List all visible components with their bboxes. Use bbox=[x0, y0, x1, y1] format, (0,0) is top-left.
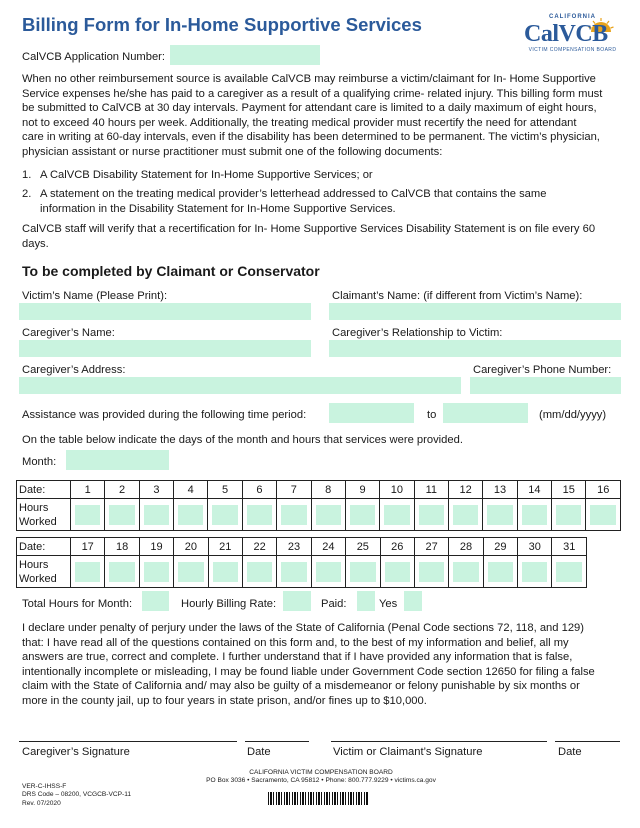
list-item-text: information in the Disability Statement for In-Home Supportive Services. bbox=[40, 203, 396, 215]
date-label: Date: bbox=[17, 481, 71, 499]
form-code bbox=[22, 783, 131, 808]
hours-row bbox=[17, 556, 587, 588]
month-field[interactable] bbox=[66, 450, 169, 470]
hours-input[interactable] bbox=[75, 562, 100, 582]
hours-input[interactable] bbox=[590, 505, 616, 525]
day-header: 23 bbox=[277, 538, 311, 556]
hours-input[interactable] bbox=[384, 505, 409, 525]
hours-input[interactable] bbox=[281, 505, 306, 525]
day-header: 11 bbox=[414, 481, 448, 499]
hours-input[interactable] bbox=[556, 562, 582, 582]
day-header: 7 bbox=[277, 481, 311, 499]
drs-code-text: DRS Code – 08200, VCGCB-VCP-11 bbox=[22, 791, 132, 799]
day-header: 15 bbox=[552, 481, 586, 499]
hours-cell bbox=[242, 499, 276, 531]
app-number-field[interactable] bbox=[170, 45, 320, 65]
yes-label: Yes bbox=[379, 598, 398, 610]
hours-table-days-17-31 bbox=[16, 537, 587, 588]
hours-input[interactable] bbox=[453, 562, 478, 582]
hours-label-line: Worked bbox=[19, 572, 57, 585]
hours-input[interactable] bbox=[281, 562, 306, 582]
victim-signature-line[interactable] bbox=[331, 741, 547, 742]
victim-name-label: Victim’s Name (Please Print): bbox=[22, 290, 168, 302]
intro-line: physician assistant or nurse practitioner must submit one of the following documents: bbox=[22, 145, 443, 158]
caregiver-relationship-field[interactable] bbox=[329, 340, 621, 357]
date-label-2: Date bbox=[558, 746, 582, 758]
caregiver-signature-label: Caregiver’s Signature bbox=[22, 746, 130, 758]
hours-cell bbox=[105, 499, 139, 531]
day-header: 9 bbox=[345, 481, 379, 499]
day-header: 29 bbox=[483, 538, 517, 556]
logo-state-text: CALIFORNIA bbox=[549, 14, 596, 20]
hours-input[interactable] bbox=[75, 505, 100, 525]
hours-cell bbox=[414, 556, 448, 588]
hours-cell bbox=[345, 499, 379, 531]
intro-line: Service expenses he/she has paid to a caregiver as a result of a qualifying crime- related injury. This billing form must bbox=[22, 87, 603, 100]
day-header: 25 bbox=[346, 538, 380, 556]
barcode bbox=[268, 792, 368, 805]
day-header: 12 bbox=[448, 481, 482, 499]
hours-input[interactable] bbox=[144, 505, 169, 525]
section-title: To be completed by Claimant or Conservator bbox=[22, 263, 320, 279]
day-header: 28 bbox=[449, 538, 483, 556]
day-header: 17 bbox=[71, 538, 105, 556]
day-header: 26 bbox=[380, 538, 414, 556]
day-header: 20 bbox=[174, 538, 208, 556]
form-code-text: VER-C-IHSS-F bbox=[22, 783, 67, 790]
day-header: 18 bbox=[105, 538, 139, 556]
day-header: 22 bbox=[242, 538, 276, 556]
intro-line: When no other reimbursement source is available CalVCB may reimburse a victim/claimant for In- Home Supportive bbox=[22, 73, 596, 85]
hours-cell bbox=[552, 556, 587, 588]
caregiver-name-label: Caregiver’s Name: bbox=[22, 327, 115, 339]
hours-cell bbox=[242, 556, 276, 588]
total-hours-label: Total Hours for Month: bbox=[22, 598, 133, 610]
hours-input[interactable] bbox=[316, 562, 341, 582]
hourly-rate-field[interactable] bbox=[283, 591, 311, 611]
hours-input[interactable] bbox=[109, 562, 134, 582]
period-to-label: to bbox=[427, 409, 437, 421]
table-instruction: On the table below indicate the days of the month and hours that services were provided. bbox=[22, 434, 463, 446]
hours-cell bbox=[70, 499, 104, 531]
day-header: 5 bbox=[208, 481, 242, 499]
hours-cell bbox=[518, 556, 552, 588]
hours-cell bbox=[483, 556, 517, 588]
hours-input[interactable] bbox=[453, 505, 478, 525]
date-row bbox=[17, 538, 587, 556]
day-header: 4 bbox=[174, 481, 208, 499]
intro-paragraph bbox=[22, 72, 602, 160]
hours-input[interactable] bbox=[522, 505, 547, 525]
hours-input[interactable] bbox=[419, 505, 444, 525]
hours-cell bbox=[139, 499, 173, 531]
hours-worked-label bbox=[17, 499, 71, 531]
hours-cell bbox=[380, 556, 414, 588]
hourly-rate-label: Hourly Billing Rate: bbox=[181, 598, 277, 610]
hours-cell bbox=[517, 499, 551, 531]
hours-cell bbox=[414, 499, 448, 531]
victim-name-field[interactable] bbox=[19, 303, 311, 320]
date-row bbox=[17, 481, 621, 499]
hours-input[interactable] bbox=[488, 562, 513, 582]
intro-line: be submitted to CalVCB at 30 day intervals. Payment for attendant care is limited to a daily maximum of eight hours, bbox=[22, 102, 597, 115]
date-format-hint: (mm/dd/yyyy) bbox=[539, 409, 607, 421]
date-label: Date: bbox=[17, 538, 71, 556]
hours-cell bbox=[448, 499, 482, 531]
date-line-2[interactable] bbox=[555, 741, 620, 742]
date-label-1: Date bbox=[247, 746, 271, 758]
month-label: Month: bbox=[22, 456, 57, 468]
page-title: Billing Form for In-Home Supportive Services bbox=[22, 14, 422, 35]
hours-row bbox=[17, 499, 621, 531]
caregiver-address-label: Caregiver’s Address: bbox=[22, 364, 126, 376]
hours-input[interactable] bbox=[144, 562, 169, 582]
day-header: 19 bbox=[139, 538, 173, 556]
claimant-name-field[interactable] bbox=[329, 303, 621, 320]
caregiver-phone-label: Caregiver’s Phone Number: bbox=[473, 364, 612, 376]
paid-label: Paid: bbox=[321, 598, 347, 610]
declaration-line: answers are true, correct and complete. I further understand that if I have provided any information that is false, bbox=[22, 651, 573, 664]
declaration-line: claim with the State of California and/ may also be guilty of a misdemeanor or felony punishable by six months or bbox=[22, 680, 580, 693]
hours-input[interactable] bbox=[419, 562, 444, 582]
staff-note-line: days. bbox=[22, 237, 49, 250]
hours-input[interactable] bbox=[316, 505, 341, 525]
hours-cell bbox=[552, 499, 586, 531]
staff-note bbox=[22, 222, 595, 251]
declaration bbox=[22, 621, 595, 709]
hours-input[interactable] bbox=[178, 505, 203, 525]
list-item-text: A statement on the treating medical provider’s letterhead addressed to CalVCB that contains the same bbox=[40, 188, 547, 200]
caregiver-address-field[interactable] bbox=[19, 377, 461, 394]
declaration-line: intentionally incomplete or misleading, I may be found liable under Government Code section 12650 for filing a false bbox=[22, 665, 595, 678]
day-header: 16 bbox=[586, 481, 621, 499]
hours-label-line: Worked bbox=[19, 515, 57, 528]
day-header: 31 bbox=[552, 538, 587, 556]
hours-input[interactable] bbox=[350, 505, 375, 525]
list-item-number: 1. bbox=[22, 169, 32, 181]
caregiver-phone-field[interactable] bbox=[470, 377, 621, 394]
hours-cell bbox=[174, 499, 208, 531]
hours-input[interactable] bbox=[522, 562, 547, 582]
day-header: 13 bbox=[483, 481, 517, 499]
revision-text: Rev. 07/2020 bbox=[22, 799, 61, 807]
hours-cell bbox=[449, 556, 483, 588]
calvcb-logo bbox=[520, 14, 625, 54]
hours-input[interactable] bbox=[350, 562, 375, 582]
hours-input[interactable] bbox=[247, 562, 272, 582]
hours-table-days-1-16 bbox=[16, 480, 621, 531]
hours-cell bbox=[346, 556, 380, 588]
hours-worked-label bbox=[17, 556, 71, 588]
hours-input[interactable] bbox=[213, 562, 238, 582]
hours-cell bbox=[311, 499, 345, 531]
hours-input[interactable] bbox=[556, 505, 581, 525]
hours-input[interactable] bbox=[109, 505, 134, 525]
caregiver-relationship-label: Caregiver’s Relationship to Victim: bbox=[332, 327, 503, 339]
hours-input[interactable] bbox=[212, 505, 237, 525]
hours-input[interactable] bbox=[487, 505, 512, 525]
day-header: 2 bbox=[105, 481, 139, 499]
list-item-number: 2. bbox=[22, 188, 32, 200]
hours-cell bbox=[208, 556, 242, 588]
hours-cell bbox=[380, 499, 414, 531]
app-number-label: CalVCB Application Number: bbox=[22, 51, 166, 63]
hours-cell bbox=[208, 499, 242, 531]
declaration-line: I declare under penalty of perjury under the laws of the State of California (Penal Code sections 72, 118, and 129) bbox=[22, 622, 584, 634]
hours-cell bbox=[105, 556, 139, 588]
intro-line: care in writing at 60-day intervals, even if the disability has been determined to be permanent. The victim’s physician, bbox=[22, 131, 600, 144]
period-end-field[interactable] bbox=[443, 403, 528, 423]
caregiver-signature-line[interactable] bbox=[19, 741, 237, 742]
hours-cell bbox=[586, 499, 621, 531]
caregiver-name-field[interactable] bbox=[19, 340, 311, 357]
hours-input[interactable] bbox=[178, 562, 203, 582]
hours-cell bbox=[311, 556, 345, 588]
claimant-name-label: Claimant’s Name: (if different from Victim’s Name): bbox=[332, 290, 583, 302]
hours-cell bbox=[71, 556, 105, 588]
hours-input[interactable] bbox=[385, 562, 410, 582]
day-header: 10 bbox=[380, 481, 414, 499]
day-header: 27 bbox=[414, 538, 448, 556]
victim-signature-label: Victim or Claimant’s Signature bbox=[333, 746, 483, 758]
day-header: 21 bbox=[208, 538, 242, 556]
logo-board-text: VICTIM COMPENSATION BOARD bbox=[528, 47, 617, 53]
date-line-1[interactable] bbox=[245, 741, 309, 742]
day-header: 1 bbox=[70, 481, 104, 499]
staff-note-line: CalVCB staff will verify that a recertification for In- Home Supportive Services Disability Statement is on file every 60 bbox=[22, 223, 596, 235]
hours-label-line: Hours bbox=[19, 558, 49, 571]
day-header: 14 bbox=[517, 481, 551, 499]
day-header: 3 bbox=[139, 481, 173, 499]
declaration-line: more in the county jail, up to four years in state prison, and/or fines up to $10,000. bbox=[22, 694, 427, 707]
hours-input[interactable] bbox=[247, 505, 272, 525]
hours-cell bbox=[277, 499, 311, 531]
board-address: PO Box 3036 • Sacramento, CA 95812 • Phone: 800.777.9229 • victims.ca.gov bbox=[206, 777, 436, 785]
total-hours-field[interactable] bbox=[142, 591, 169, 611]
period-start-field[interactable] bbox=[329, 403, 414, 423]
period-label: Assistance was provided during the following time period: bbox=[22, 409, 307, 421]
declaration-line: that: I have read all of the questions contained on this form and, to the best of my information and belief, all my bbox=[22, 636, 569, 649]
hours-cell bbox=[483, 499, 517, 531]
board-name: CALIFORNIA VICTIM COMPENSATION BOARD bbox=[249, 769, 393, 776]
day-header: 6 bbox=[242, 481, 276, 499]
hours-label-line: Hours bbox=[19, 501, 49, 514]
board-footer bbox=[190, 769, 452, 786]
day-header: 8 bbox=[311, 481, 345, 499]
day-header: 24 bbox=[311, 538, 345, 556]
list-item-text: A CalVCB Disability Statement for In-Home Supportive Services; or bbox=[40, 169, 373, 181]
day-header: 30 bbox=[518, 538, 552, 556]
yes-checkbox[interactable] bbox=[404, 591, 422, 611]
paid-checkbox[interactable] bbox=[357, 591, 375, 611]
intro-line: not to exceed 40 hours per week. Additionally, the treating medical provider must recertify the need for attendant bbox=[22, 116, 577, 129]
hours-cell bbox=[139, 556, 173, 588]
hours-cell bbox=[174, 556, 208, 588]
hours-cell bbox=[277, 556, 311, 588]
logo-wordmark: CalVCB bbox=[524, 21, 608, 47]
